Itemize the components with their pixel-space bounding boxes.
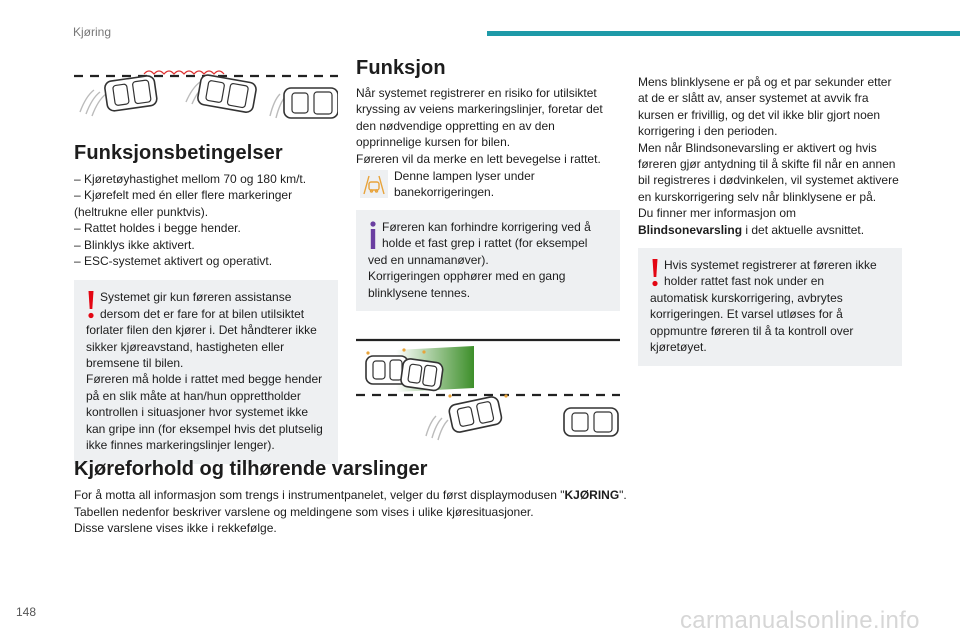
warning2-intro: Hvis systemet registrerer at føreren ikke holder rattet fast nok under en [664, 258, 877, 289]
blindsonevarsling-ref: Blindsonevarsling [638, 222, 743, 237]
driving-conditions-text [74, 487, 774, 537]
col3-para-3-post: i det aktuelle avsnittet. [742, 222, 865, 237]
watermark: carmanualsonline.info [680, 607, 920, 634]
car-correction-svg [356, 336, 620, 446]
warning-para: Føreren må holde i rattet med begge hender på en slik måte at han/hun opprettholder kontrollen i situasjoner hvor systemet ikke kan gripe inn (for eksempel hvis det plutselig ikke finnes markeringslinjer lenger). [86, 372, 323, 453]
lamp-note [356, 168, 620, 202]
page-number: 148 [16, 605, 37, 619]
condition-item: – ESC-systemet aktivert og operativt. [74, 254, 273, 269]
column-left [74, 52, 338, 464]
warning-box [74, 280, 338, 463]
conditions-list [74, 171, 338, 269]
chapter-label: Kjøring [73, 25, 112, 39]
info-box [356, 210, 620, 311]
warning-intro: Systemet gir kun føreren assistanse dersom det er fare for at bilen utilsiktet [100, 290, 305, 321]
col3-para-3 [638, 205, 902, 238]
condition-item: – Rattet holdes i begge hender. [74, 221, 241, 236]
condition-item: – Blinklys ikke aktivert. [74, 237, 195, 252]
col3-para-2: Men når Blindsonevarsling er aktivert og hvis føreren gjør antydning til å skifte fil når en annen bil registreres i dødvinkelen, vil systemet aktivere en kurskorrigering selv når blinklysene er på. [638, 140, 899, 204]
lane-departure-illustration [74, 52, 338, 130]
warning-exclamation-icon [650, 258, 660, 288]
bottom-line-3: Disse varslene vises ikke i rekkefølge. [74, 521, 277, 535]
info-intro: Føreren kan forhindre korrigering ved å holde et fast grep i rattet (for eksempel [382, 220, 591, 251]
info-rest: ved en unnamanøver). [368, 252, 489, 267]
bottom-line-1-pre: For å motta all informasjon som trengs i instrumentpanelet, velger du først displaymodusen " [74, 488, 565, 502]
warning-exclamation-icon [86, 290, 96, 320]
lane-correction-illustration [356, 336, 620, 446]
warning-box-2 [638, 248, 902, 365]
header-accent-bar [487, 31, 960, 36]
section-title-conditions: Funksjonsbetingelser [74, 142, 283, 164]
function-para-2: Føreren vil da merke en lett bevegelse i rattet. [356, 151, 601, 166]
bottom-line-1-post: ". [619, 488, 627, 502]
section-title-driving-conditions: Kjøreforhold og tilhørende varslinger [74, 458, 428, 480]
display-mode-name: KJØRING [564, 488, 620, 502]
bottom-line-2: Tabellen nedenfor beskriver varslene og meldingene som vises i ulike kjøresituasjoner. [74, 504, 534, 519]
info-para: Korrigeringen opphører med en gang blinklysene tennes. [368, 269, 566, 300]
condition-item: – Kjøretøyhastighet mellom 70 og 180 km/t. [74, 172, 307, 186]
lamp-text: Denne lampen lyser under banekorrigeringen. [394, 169, 535, 200]
bottom-line-1 [74, 487, 774, 504]
column-right [638, 52, 902, 366]
warning2-rest: automatisk kurskorrigering, avbrytes korrigeringen. Et varsel utløses for å oppmuntre føreren til å ta kontroll over kjøretøyet. [650, 290, 854, 355]
column-middle [356, 52, 620, 446]
lane-keeping-lamp-icon [360, 170, 388, 198]
function-para-1: Når systemet registrerer en risiko for utilsiktet kryssing av veiens markeringslinjer, foretar det den nødvendige oppretting en av den opprinnelige kursen for bilen. [356, 86, 603, 150]
car-drift-svg [74, 52, 338, 130]
section-title-function: Funksjon [356, 57, 446, 79]
info-i-icon [368, 220, 378, 250]
warning-rest: forlater filen den kjører i. Det håndterer ikke sikker kjøreavstand, hastigheten eller bremsene til bilen. [86, 323, 317, 371]
col3-para-3-pre: Du finner mer informasjon om [638, 206, 797, 221]
col3-para-1: Mens blinklysene er på og et par sekunder etter at de er slått av, anser systemet at avvik fra kursen er frivillig, og det vil ikke blir gjort noen korrigering i den perioden. [638, 75, 892, 139]
condition-item: – Kjørefelt med én eller flere markeringer (heltrukne eller punktvis). [74, 188, 293, 219]
